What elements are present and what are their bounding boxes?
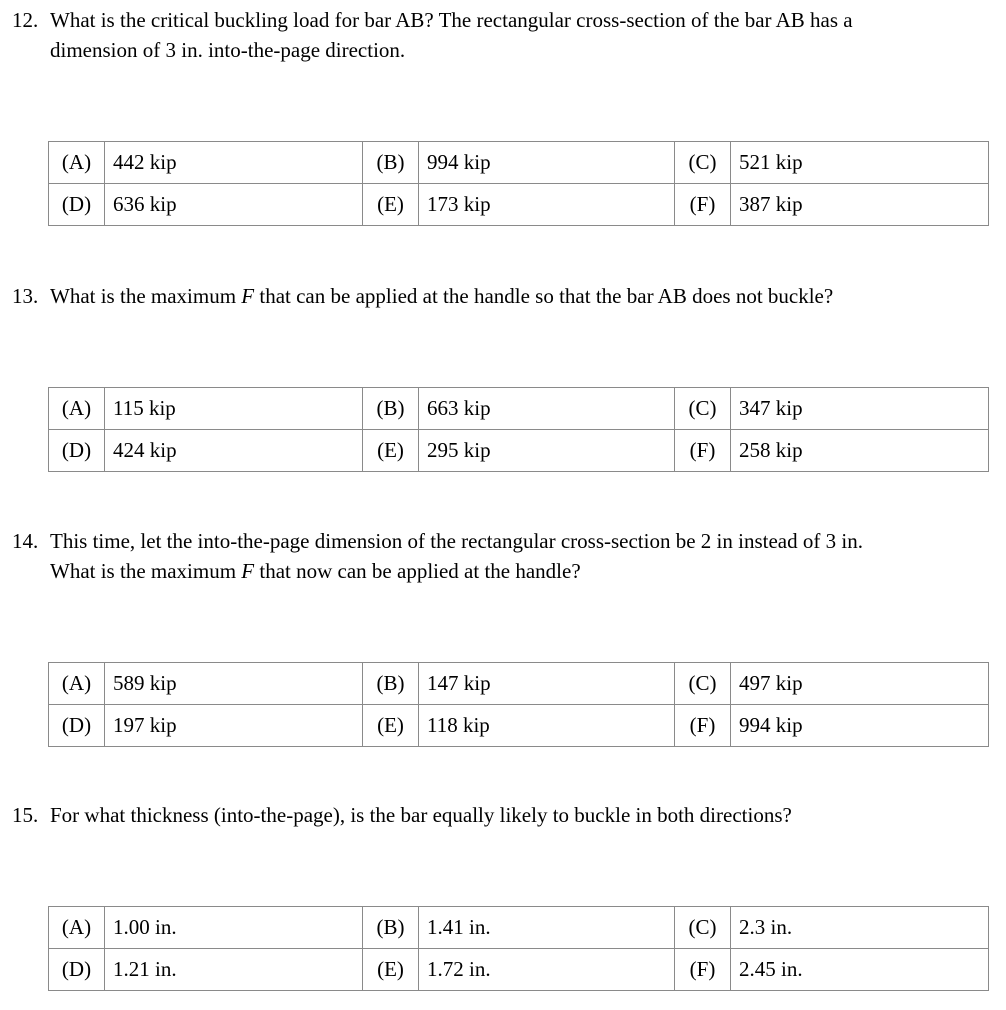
answer-options-15 [48, 906, 989, 991]
question-number: 15. [12, 803, 39, 827]
option-value: 295 kip [419, 430, 675, 472]
question-12-line-2: dimension of 3 in. into-the-page direction. [50, 38, 406, 62]
answer-options-13 [48, 387, 989, 472]
question-12 [12, 5, 992, 65]
option-value: 1.21 in. [105, 949, 363, 991]
question-14-line-1: 14. This time, let the into-the-page dimension of the rectangular cross-section be 2 in instead of 3 in. [12, 526, 992, 556]
option-value: 387 kip [731, 184, 989, 226]
option-value: 347 kip [731, 388, 989, 430]
option-label: (B) [363, 142, 419, 184]
option-value: 1.41 in. [419, 907, 675, 949]
option-label: (C) [675, 388, 731, 430]
option-label: (D) [49, 949, 105, 991]
answer-options-12 [48, 141, 989, 226]
option-value: 589 kip [105, 663, 363, 705]
question-15-line-1: 15. For what thickness (into-the-page), is the bar equally likely to buckle in both directions? [12, 800, 992, 830]
question-number: 13. [12, 284, 39, 308]
option-label: (A) [49, 142, 105, 184]
option-label: (B) [363, 663, 419, 705]
option-value: 1.72 in. [419, 949, 675, 991]
option-label: (D) [49, 184, 105, 226]
option-label: (D) [49, 705, 105, 747]
options-row [49, 907, 989, 949]
options-row [49, 663, 989, 705]
options-row [49, 949, 989, 991]
question-number: 14. [12, 529, 39, 553]
option-value: 424 kip [105, 430, 363, 472]
option-label: (F) [675, 184, 731, 226]
option-label: (B) [363, 907, 419, 949]
option-value: 2.3 in. [731, 907, 989, 949]
option-label: (C) [675, 142, 731, 184]
option-value: 521 kip [731, 142, 989, 184]
option-label: (D) [49, 430, 105, 472]
option-value: 2.45 in. [731, 949, 989, 991]
option-value: 115 kip [105, 388, 363, 430]
option-value: 663 kip [419, 388, 675, 430]
option-label: (C) [675, 663, 731, 705]
options-row [49, 388, 989, 430]
options-row [49, 430, 989, 472]
option-label: (E) [363, 949, 419, 991]
question-14 [12, 526, 992, 586]
question-13-line-1: 13. What is the maximum F that can be applied at the handle so that the bar AB does not buckle? [12, 281, 992, 311]
option-label: (E) [363, 705, 419, 747]
option-value: 994 kip [419, 142, 675, 184]
option-value: 636 kip [105, 184, 363, 226]
option-label: (B) [363, 388, 419, 430]
question-12-line-1: 12. What is the critical buckling load for bar AB? The rectangular cross-section of the bar AB has a [12, 5, 992, 35]
option-label: (C) [675, 907, 731, 949]
option-label: (E) [363, 184, 419, 226]
option-label: (A) [49, 663, 105, 705]
option-label: (A) [49, 388, 105, 430]
option-value: 994 kip [731, 705, 989, 747]
option-label: (F) [675, 949, 731, 991]
answer-options-14 [48, 662, 989, 747]
option-value: 118 kip [419, 705, 675, 747]
question-13 [12, 281, 992, 311]
options-row [49, 142, 989, 184]
option-label: (F) [675, 430, 731, 472]
variable-f: F [241, 559, 255, 583]
option-value: 173 kip [419, 184, 675, 226]
option-value: 147 kip [419, 663, 675, 705]
option-label: (E) [363, 430, 419, 472]
option-value: 258 kip [731, 430, 989, 472]
question-15 [12, 800, 992, 830]
question-number: 12. [12, 8, 39, 32]
option-value: 1.00 in. [105, 907, 363, 949]
variable-f: F [241, 284, 255, 308]
option-value: 442 kip [105, 142, 363, 184]
option-label: (F) [675, 705, 731, 747]
options-row [49, 705, 989, 747]
option-label: (A) [49, 907, 105, 949]
options-row [49, 184, 989, 226]
option-value: 197 kip [105, 705, 363, 747]
question-14-line-2: What is the maximum F that now can be applied at the handle? [50, 559, 581, 583]
option-value: 497 kip [731, 663, 989, 705]
